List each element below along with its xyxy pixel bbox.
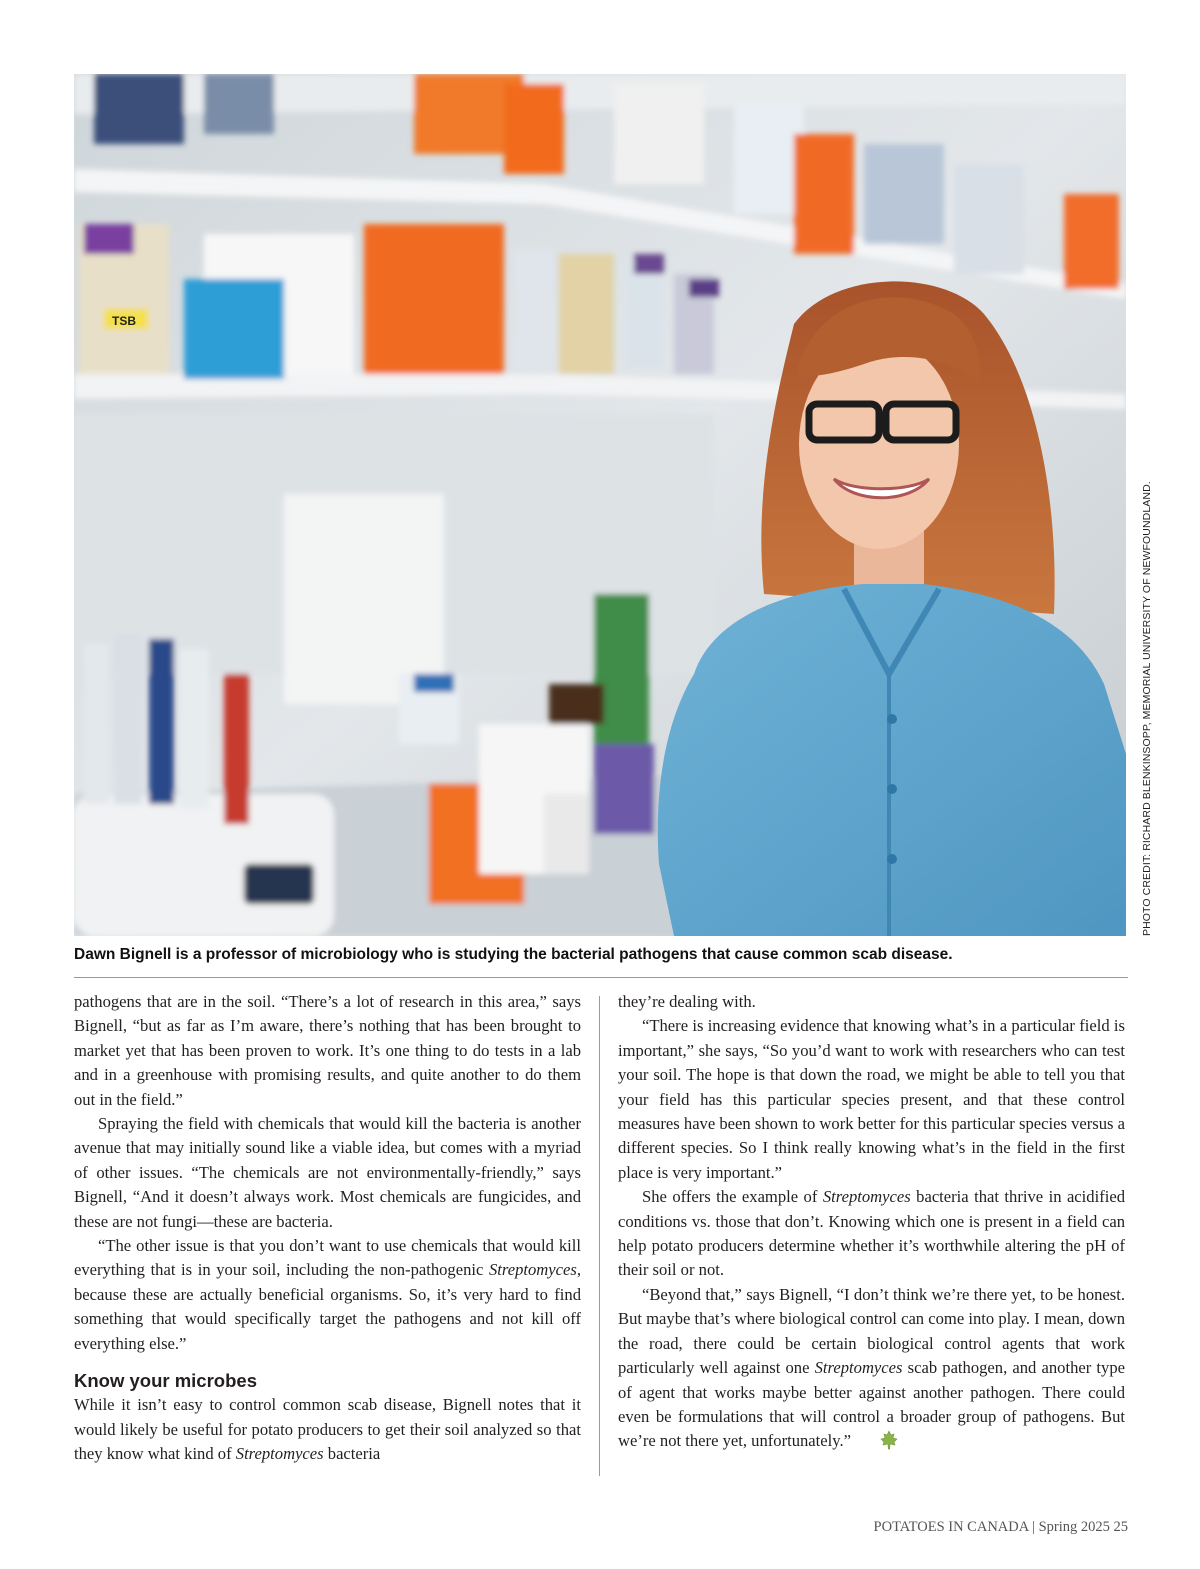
paragraph-text: While it isn’t easy to control common scab disease, Bignell notes that it would likely be useful for potato producers to get their soil analyzed so that they know what kind of [74,1395,581,1463]
paragraph [74,1393,581,1466]
paragraph [74,1234,581,1356]
paragraph-text: bacteria that thrive in acidified conditions vs. those that don’t. Knowing which one is present in a field can help potato producers determine whether it’s worthwhile altering the pH of their soil or not. [618,1187,1125,1280]
paragraph-text: She offers the example of [642,1187,823,1207]
paragraph: they’re dealing with. [618,992,756,1011]
maple-leaf-icon [855,1430,899,1457]
paragraph: pathogens that are in the soil. “There’s a lot of research in this area,” says Bignell, “but as far as I’m aware, there’s nothing that has been brought to market yet that has been proven to work. It’s one thing to do tests in a lab and in a greenhouse with promising results, and quite another to do them out in the field.” [74,992,581,1109]
species-name: Streptomyces [488,1260,577,1280]
page-footer [874,1519,1128,1536]
photo-caption: Dawn Bignell is a professor of microbiology who is studying the bacterial pathogens that cause common scab disease. [74,946,953,963]
paragraph: “There is increasing evidence that knowing what’s in a particular field is important,” she says, “So you’d want to work with researchers who can test your soil. The hope is that down the road, we might be able to tell you that your field has this particular species present, and that these control measures have been shown to work better for this particular species versus a different species. So I think really knowing what’s in the field in the first place is very important.” [618,1016,1125,1182]
paragraph-text: “Beyond that,” says Bignell, “I don’t think we’re there yet, to be honest. But maybe that’s where biological control can come into play. I mean, down the road, there could be certain biological control agents that work particularly well against one [618,1284,1125,1378]
lab-photo-illustration [74,74,1126,936]
footer-separator: | [1028,1519,1039,1535]
column-divider [599,996,600,1476]
issue-date: Spring 2025 [1038,1519,1110,1535]
paragraph-text: “The other issue is that you don’t want to use chemicals that would kill everything that is in your soil, including the non-pathogenic [74,1236,581,1280]
species-name: Streptomyces [822,1187,911,1207]
paragraph-text: scab pathogen, and another type of agent that works maybe better against another pathogen. There could even be formulations that will control a broader group of pathogens. But we’re not there yet, unfortunately.” [618,1358,1125,1451]
species-name: Streptomyces [814,1358,903,1378]
publication-name: POTATOES IN CANADA [873,1519,1029,1535]
article-column-right [618,990,1125,1458]
article-column-left [74,990,581,1466]
species-name: Streptomyces [235,1443,324,1463]
paragraph-text: , because these are actually beneficial organisms. So, it’s very hard to find something that would specifically target the pathogens and not kill off everything else.” [74,1260,581,1353]
paragraph [618,1283,1125,1458]
photo-credit: PHOTO CREDIT: RICHARD BLENKINSOPP, MEMORIAL UNIVERSITY OF NEWFOUNDLAND. [1141,481,1153,936]
paragraph-text: bacteria [323,1443,381,1463]
section-heading: Know your microbes [74,1370,257,1392]
caption-divider [74,977,1128,978]
paragraph [618,1185,1125,1283]
bottle-label: TSB [112,314,136,328]
lab-photo [74,74,1126,936]
page-number: 25 [1113,1519,1128,1535]
paragraph: Spraying the field with chemicals that would kill the bacteria is another avenue that may initially sound like a viable idea, but comes with a myriad of other issues. “The chemicals are not environmentally-friendly,” says Bignell, “And it doesn’t always work. Most chemicals are fungicides, and these are not fungi—these are bacteria. [74,1114,581,1231]
